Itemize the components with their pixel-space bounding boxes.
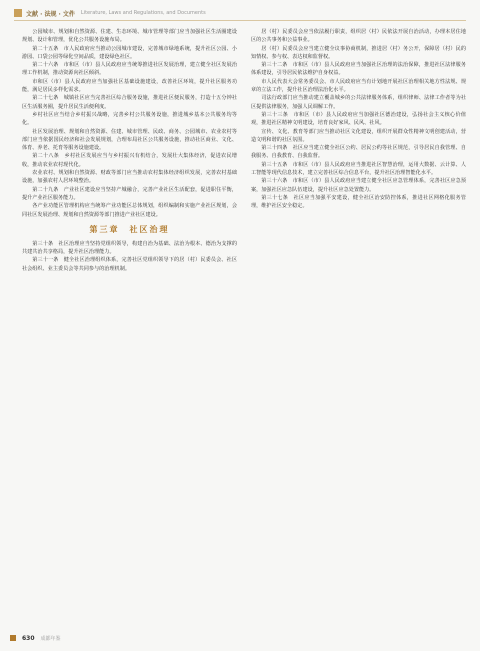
paragraph: 乡村社区应当结合乡村振兴战略，完善乡村公共服务设施，推进城乡基本公共服务均等化。: [22, 111, 237, 127]
page-number: 630: [22, 634, 35, 642]
paragraph: 第三十一条 健全社区治理组织体系，完善社区党组织领导下的居（村）民委员会、社区社会组织、业主委员会等共同参与的治理机制。: [22, 257, 237, 272]
paragraph: 第三十条 社区治理应当坚持党组织领导，构建自治为基础、法治为根本、德治为支撑的共建共治共享格局，提升社区治理能力。: [22, 240, 237, 256]
paragraph: 第三十二条 市和区（市）县人民政府应当加强社区治理的法治保障，推进社区法律服务体系建设，引导居民依法维护自身权益。: [251, 62, 466, 77]
paragraph: 第三十六条 市和区（市）县人民政府应当建立健全社区应急管理体系，完善社区应急预案，加强社区应急队伍建设，提升社区应急处置能力。: [251, 178, 466, 193]
chapter-title: 第三章 社区治理: [89, 224, 170, 234]
header-title: 文献 · 法规 · 文件: [26, 10, 75, 18]
paragraph: 第二十九条 产业社区建设应当坚持产城融合，完善产业社区生活配套，促进职住平衡，提升产业社区服务能力。: [22, 186, 237, 201]
paragraph: 司法行政部门应当推动建立覆盖城乡的公共法律服务体系，组织律师、法律工作者等为社区提供法律服务，加强人民调解工作。: [251, 95, 466, 110]
paragraph: 各产业功能区管理机构应当统筹产业功能区总体规划，组织编制和实施产业社区规划，会同社区发展治理、规划和自然资源等部门推进产业社区建设。: [22, 203, 237, 218]
paragraph: 公园城市、规划和自然资源、住建、生态环境、城市管理等部门应当加强社区生活圈建设规划、设计和管理，优化公共服务设施布局。: [22, 29, 237, 44]
footer-mark-icon: [10, 635, 16, 641]
text-columns: [22, 28, 466, 625]
left-column: [22, 28, 237, 625]
paragraph: 第二十五条 市人民政府应当推动公园城市建设，完善城市绿地系统，提升社区公园、小游园、口袋公园等绿化空间品质，建设绿色社区。: [22, 45, 237, 60]
page-header: [14, 6, 466, 21]
paragraph: 居（村）民委员会应当依法履行职责，组织居（村）民依法开展自治活动，办理本居住地区的公共事务和公益事业。: [251, 29, 466, 44]
paragraph: 第二十七条 城镇社区应当完善社区综合服务设施，推进社区便民服务，打造十五分钟社区生活服务圈，提升居民生活便利度。: [22, 95, 237, 110]
right-column: [251, 28, 466, 625]
paragraph: 宣传、文化、教育等部门应当推动社区文化建设，组织开展群众性精神文明创建活动，营造文明和谐的社区氛围。: [251, 128, 466, 143]
paragraph: 居（村）民委员会应当建立健全议事协商机制，推进居（村）务公开，保障居（村）民的知情权、参与权、表达权和监督权。: [251, 45, 466, 60]
paragraph: 市人民代表大会常务委员会、市人民政府应当有计划地开展社区治理相关地方性法规、规章的立法工作，提升社区治理法治化水平。: [251, 78, 466, 94]
paragraph: 第二十八条 乡村社区发展应当与乡村振兴有机结合，发展壮大集体经济，促进农民增收，推动农业农村现代化。: [22, 153, 237, 168]
section-mark-icon: [14, 9, 22, 17]
book-title: 成都年鉴: [40, 635, 61, 642]
paragraph: 第三十五条 市和区（市）县人民政府应当推进社区智慧治理，运用大数据、云计算、人工智能等现代信息技术，建立完善社区综合信息平台，提升社区治理智能化水平。: [251, 161, 466, 177]
paragraph: 社区发展治理、规划和自然资源、住建、城市管理、民政、商务、公园城市、农业农村等部门应当依据国民经济和社会发展规划，合理布局社区公共服务设施，推动社区商业、文化、体育、养老、托育等服务设施建设。: [22, 128, 237, 152]
paragraph: 第三十四条 社区应当建立健全社区公约、居民公约等社区规范，引导居民自我管理、自我服务、自我教育、自我监督。: [251, 145, 466, 160]
paragraph: 第二十六条 市和区（市）县人民政府应当统筹推进社区发展治理，建立健全社区发展治理工作机制，推动资源向社区倾斜。: [22, 62, 237, 77]
paragraph: 农业农村、规划和自然资源、财政等部门应当推动农村集体经济组织发展，完善农村基础设施，加强农村人居环境整治。: [22, 170, 237, 185]
paragraph: 第三十七条 社区应当加强平安建设，健全社区治安防控体系，推进社区网格化服务管理，维护社区安全稳定。: [251, 194, 466, 210]
paragraph: 市和区（市）县人民政府应当加强社区基础设施建设，改善社区环境，提升社区服务功能，满足居民多样化需求。: [22, 78, 237, 94]
page-footer: [10, 633, 61, 643]
paragraph: 第三十三条 市和区（市）县人民政府应当加强社区德治建设，弘扬社会主义核心价值观，推进社区精神文明建设，培育良好家风、民风、社风。: [251, 111, 466, 127]
header-subtitle: Literature, Laws and Regulations, and Documents: [80, 10, 206, 16]
